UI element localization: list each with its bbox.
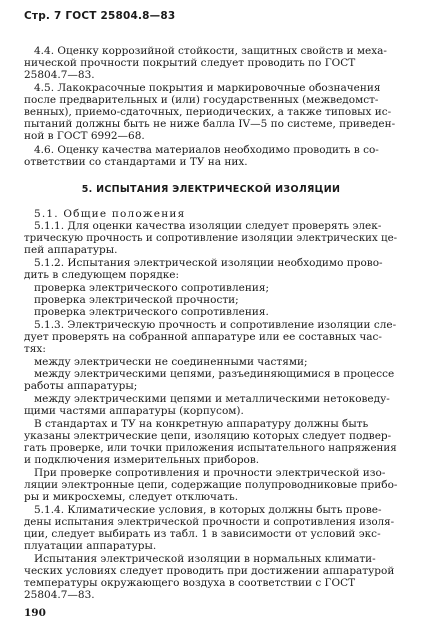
text-line: между электрически не соединенными частями; <box>34 356 308 368</box>
text-line: нической прочности покрытий следует проводить по ГОСТ <box>24 57 356 69</box>
text-line: дены испытания электрической прочности и сопротивления изоля- <box>24 516 395 528</box>
text-line: между электрическими цепями, разъединяющимися в процессе <box>34 368 395 380</box>
text-line: 4.5. Лакокрасочные покрытия и маркировочные обозначения <box>34 82 381 94</box>
text-line: Испытания электрической изоляции в нормальных климати- <box>34 553 376 565</box>
text-line: ной в ГОСТ 6992—68. <box>24 130 145 142</box>
text-line: ляции электронные цепи, содержащие полупроводниковые прибо- <box>24 479 398 491</box>
text-line: температуры окружающего воздуха в соответствии с ГОСТ <box>24 577 356 589</box>
text-line: 5.1.3. Электрическую прочность и сопротивление изоляции сле- <box>34 319 397 331</box>
text-line: 5.1.4. Климатические условия, в которых должны быть прове- <box>34 504 382 516</box>
text-line: 25804.7—83. <box>24 69 95 81</box>
text-line: тях: <box>24 343 46 355</box>
subsection-title: 5.1. Общие положения <box>34 208 186 220</box>
text-line: проверка электрического сопротивления; <box>34 282 269 294</box>
text-line: проверка электрического сопротивления. <box>34 306 269 318</box>
text-line: работы аппаратуры; <box>24 380 138 392</box>
text-line: щими частями аппаратуры (корпусом). <box>24 405 244 417</box>
text-line: и подключения измерительных приборов. <box>24 454 260 466</box>
text-line: ции, следует выбирать из табл. 1 в зависимости от условий экс- <box>24 528 381 540</box>
text-line: указаны электрические цепи, изоляцию которых следует подвер- <box>24 430 392 442</box>
text-line: 25804.7—83. <box>24 589 95 601</box>
text-line: При проверке сопротивления и прочности электрической изо- <box>34 467 386 479</box>
text-line: 5.1.1. Для оценки качества изоляции следует проверять элек- <box>34 220 382 232</box>
text-line: плуатации аппаратуры. <box>24 540 157 552</box>
text-line: между электрическими цепями и металлическими нетоковеду- <box>34 393 390 405</box>
section-heading: 5. ИСПЫТАНИЯ ЭЛЕКТРИЧЕСКОЙ ИЗОЛЯЦИИ <box>81 184 341 195</box>
text-line: пытаний должны быть не ниже балла IV—5 по системе, приведен- <box>24 118 396 130</box>
text-line: дует проверять на собранной аппаратуре или ее составных час- <box>24 331 382 343</box>
text-line: венных), приемо-сдаточных, периодических, а также типовых ис- <box>24 106 392 118</box>
text-line: ческих условиях следует проводить при достижении аппаратурой <box>24 565 395 577</box>
page-number: 190 <box>24 607 46 619</box>
text-line: 4.4. Оценку коррозийной стойкости, защитных свойств и меха- <box>34 45 387 57</box>
text-line: проверка электрической прочности; <box>34 294 239 306</box>
text-line: пей аппаратуры. <box>24 244 118 256</box>
text-line: гать проверке, или точки приложения испытательного напряжения <box>24 442 397 454</box>
text-line: В стандартах и ТУ на конкретную аппаратуру должны быть <box>34 418 369 430</box>
text-line: дить в следующем порядке: <box>24 269 180 281</box>
text-line: ответствии со стандартами и ТУ на них. <box>24 156 248 168</box>
text-line: трическую прочность и сопротивление изоляции электрических це- <box>24 232 398 244</box>
text-line: ры и микросхемы, следует отключать. <box>24 491 239 503</box>
page-header: Стр. 7 ГОСТ 25804.8—83 <box>24 10 176 22</box>
text-line: после предварительных и (или) государственных (межведомст- <box>24 94 379 106</box>
text-line: 4.6. Оценку качества материалов необходимо проводить в со- <box>34 144 379 156</box>
text-line: 5.1.2. Испытания электрической изоляции необходимо прово- <box>34 257 383 269</box>
